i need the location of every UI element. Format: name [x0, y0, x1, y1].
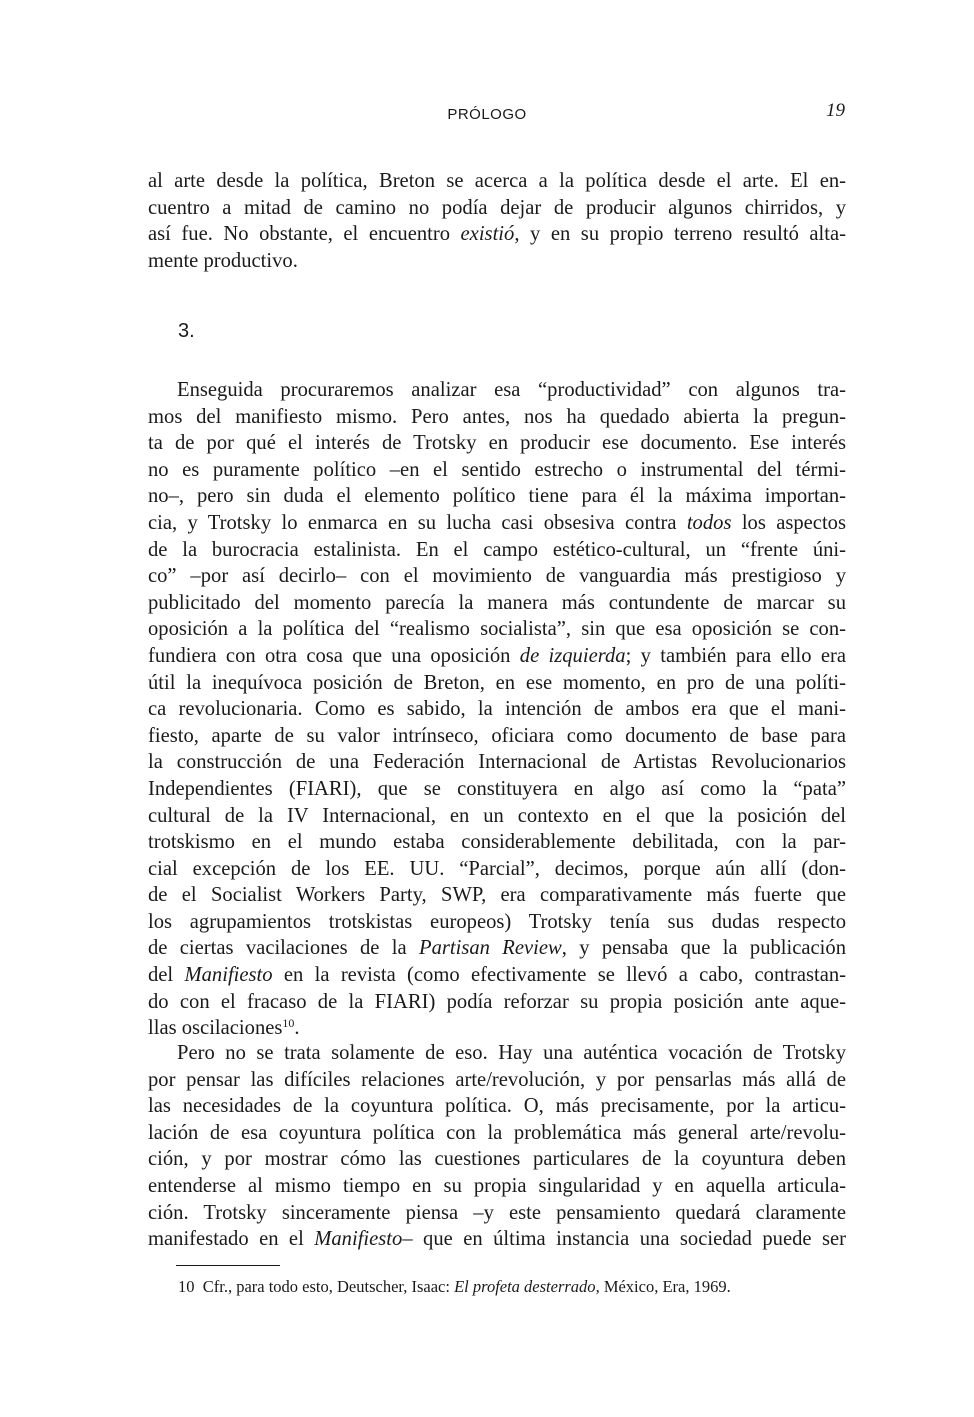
line-text: llas oscilaciones	[148, 1017, 283, 1040]
line-text: útil la inequívoca posición de Breton, en ese momento, en pro de una políti-	[148, 671, 846, 694]
footnote-text-end: , México, Era, 1969.	[595, 1277, 731, 1296]
line-text: ción, y por mostrar cómo las cuestiones particulares de la coyuntura deben	[148, 1148, 846, 1171]
text-line	[148, 643, 846, 670]
italic-phrase: Manifiesto	[314, 1228, 403, 1251]
line-text: no es puramente político –en el sentido estrecho o instrumental del térmi-	[148, 458, 846, 481]
italic-phrase: Manifiesto	[184, 964, 273, 987]
line-text: en la revista (como efectivamente se llevó a cabo, contrastan-	[272, 964, 847, 987]
line-text: mos del manifiesto mismo. Pero antes, nos ha quedado abierta la pregun-	[148, 405, 846, 428]
line-text: ta de por qué el interés de Trotsky en producir ese documento. Ese interés	[148, 432, 846, 455]
text-line	[148, 723, 846, 750]
line-text: Enseguida procuraremos analizar esa “productividad” con algunos tra-	[177, 379, 846, 401]
footnote-text-start: Cfr., para todo esto, Deutscher, Isaac:	[202, 1277, 455, 1296]
italic-phrase: existió	[460, 223, 515, 246]
text-line	[148, 962, 846, 989]
line-text: do con el fracaso de la FIARI) podía reforzar su propia posición ante aque-	[148, 990, 846, 1013]
text-line	[148, 1173, 846, 1200]
text-line	[148, 1093, 846, 1120]
footnote-reference[interactable]: 10	[282, 1016, 295, 1031]
paragraph-vocacion	[148, 1040, 846, 1253]
line-text: ; y también para ello era	[625, 644, 846, 667]
line-text: .	[294, 1017, 300, 1040]
text-line	[148, 168, 846, 195]
section-number: 3.	[178, 320, 195, 342]
text-line	[148, 537, 846, 564]
line-text: , y pensaba que la publicación	[561, 937, 846, 960]
text-line	[148, 1226, 846, 1253]
italic-phrase: de izquierda	[519, 644, 626, 667]
paragraph-continuation	[148, 168, 846, 274]
text-line	[148, 1146, 846, 1173]
line-text: los agrupamientos trotskistas europeos) Trotsky tenía sus dudas respecto	[148, 910, 846, 933]
footnote-number: 10	[178, 1277, 195, 1296]
line-text: de la burocracia estalinista. En el campo estético-cultural, un “frente úni-	[148, 538, 846, 561]
page-number: 19	[826, 100, 845, 121]
text-line	[148, 195, 846, 222]
line-text: fundiera con otra cosa que una oposición	[148, 644, 520, 667]
line-text: lación de esa coyuntura política con la problemática más general arte/revolu-	[148, 1121, 846, 1144]
line-text: , y en su propio terreno resultó alta-	[514, 223, 846, 246]
line-text: trotskismo en el mundo estaba considerablemente debilitada, con la par-	[148, 831, 846, 854]
text-line	[148, 483, 846, 510]
text-line	[148, 221, 846, 248]
text-line	[148, 856, 846, 883]
text-line	[148, 989, 846, 1016]
line-text: cial excepción de los EE. UU. “Parcial”, decimos, porque aún allí (don-	[148, 857, 846, 880]
text-line	[148, 1120, 846, 1147]
text-line	[148, 776, 846, 803]
line-text: de el Socialist Workers Party, SWP, era comparativamente más fuerte que	[148, 884, 846, 907]
italic-phrase: todos	[686, 511, 732, 534]
line-text: mente productivo.	[148, 249, 298, 272]
text-line	[148, 749, 846, 776]
line-text: oposición a la política del “realismo socialista”, sin que esa oposición se con-	[148, 618, 846, 641]
line-text: la construcción de una Federación Internacional de Artistas Revolucionarios	[148, 751, 846, 774]
text-line	[148, 563, 846, 590]
line-text: así fue. No obstante, el encuentro	[148, 223, 461, 246]
text-line	[148, 457, 846, 484]
line-text: ción. Trotsky sinceramente piensa –y este pensamiento quedará claramente	[148, 1201, 846, 1224]
line-text: cultural de la IV Internacional, en un contexto en el que la posición del	[148, 804, 846, 827]
footnote-book-title: El profeta desterrado	[454, 1277, 596, 1296]
line-text: – que en última instancia una sociedad puede ser	[402, 1228, 846, 1251]
text-line	[148, 377, 846, 404]
line-text: Independientes (FIARI), que se constituyera en algo así como la “pata”	[148, 777, 846, 800]
line-text: de ciertas vacilaciones de la	[148, 937, 420, 960]
line-text: fiesto, aparte de su valor intrínseco, oficiara como documento de base para	[148, 724, 846, 747]
text-line	[148, 616, 846, 643]
italic-phrase: Partisan Review	[419, 937, 562, 960]
text-line	[148, 882, 846, 909]
line-text: los aspectos	[731, 511, 846, 534]
text-line	[148, 935, 846, 962]
text-line	[148, 430, 846, 457]
running-head: PRÓLOGO	[447, 106, 527, 123]
line-text: entenderse al mismo tiempo en su propia singularidad y en aquella articula-	[148, 1174, 846, 1197]
text-line	[148, 803, 846, 830]
footnote-rule	[176, 1265, 280, 1266]
line-text: Pero no se trata solamente de eso. Hay una auténtica vocación de Trotsky	[177, 1042, 846, 1064]
line-text: publicitado del momento parecía la manera más contundente de marcar su	[148, 591, 846, 614]
line-text: cuentro a mitad de camino no podía dejar de producir algunos chirridos, y	[148, 196, 846, 219]
text-line	[148, 1067, 846, 1094]
text-line	[148, 829, 846, 856]
line-text: al arte desde la política, Breton se acerca a la política desde el arte. El en-	[148, 170, 846, 192]
text-line	[148, 590, 846, 617]
line-text: del	[148, 964, 185, 987]
paragraph-productividad	[148, 377, 846, 1042]
line-text: manifestado en el	[148, 1228, 315, 1251]
text-line	[148, 248, 846, 275]
text-line	[148, 1015, 846, 1042]
text-line	[148, 696, 846, 723]
line-text: por pensar las difíciles relaciones arte/revolución, y por pensarlas más allá de	[148, 1068, 846, 1091]
text-line	[148, 1200, 846, 1227]
text-line	[148, 404, 846, 431]
text-line	[148, 1040, 846, 1067]
line-text: no–, pero sin duda el elemento político tiene para él la máxima importan-	[148, 485, 846, 508]
text-line	[148, 510, 846, 537]
line-text: ca revolucionaria. Como es sabido, la intención de ambos era que el mani-	[148, 698, 846, 721]
line-text: co” –por así decirlo– con el movimiento de vanguardia más prestigioso y	[148, 565, 846, 588]
line-text: las necesidades de la coyuntura política. O, más precisamente, por la articu-	[148, 1095, 846, 1118]
footnote	[178, 1276, 848, 1298]
line-text: cia, y Trotsky lo enmarca en su lucha casi obsesiva contra	[148, 511, 687, 534]
text-line	[148, 909, 846, 936]
text-line	[148, 670, 846, 697]
